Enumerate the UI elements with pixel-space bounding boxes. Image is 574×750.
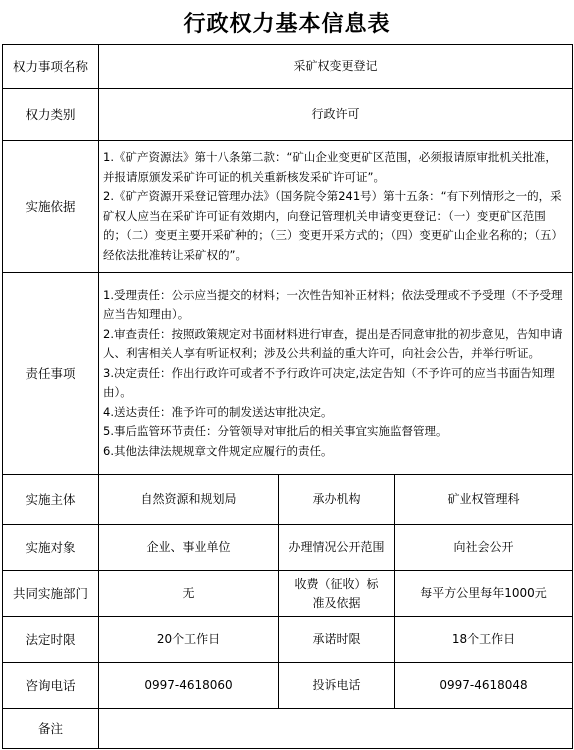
basis-text bbox=[99, 141, 573, 273]
duty-line: 3.决定责任：作出行政许可或者不予行政许可决定,法定告知（不予许可的应当书面告知理由）。 bbox=[103, 365, 555, 400]
duty-text bbox=[99, 273, 573, 475]
target-label: 实施对象 bbox=[3, 525, 99, 571]
duty-line: 2.审查责任：按照政策规定对书面材料进行审查，提出是否同意审批的初步意见，告知申请人、利害相关人享有听证权利；涉及公共利益的重大许可，向社会公告，并举行听证。 bbox=[103, 326, 563, 361]
row-name bbox=[3, 45, 573, 89]
row-remark bbox=[3, 709, 573, 749]
consult-label: 咨询电话 bbox=[3, 663, 99, 709]
row-phone bbox=[3, 663, 573, 709]
legal-limit-label: 法定时限 bbox=[3, 617, 99, 663]
fee-value: 每平方公里每年1000元 bbox=[395, 571, 573, 617]
category-label: 权力类别 bbox=[3, 89, 99, 141]
duty-line: 6.其他法律法规规章文件规定应履行的责任。 bbox=[103, 443, 333, 458]
row-joint bbox=[3, 571, 573, 617]
joint-label: 共同实施部门 bbox=[3, 571, 99, 617]
duty-line: 5.事后监管环节责任：分管领导对审批后的相关事宜实施监督管理。 bbox=[103, 424, 448, 439]
consult-value: 0997-4618060 bbox=[99, 663, 279, 709]
public-label: 办理情况公开范围 bbox=[279, 525, 395, 571]
remark-label: 备注 bbox=[3, 709, 99, 749]
page-title: 行政权力基本信息表 bbox=[183, 11, 391, 37]
row-category bbox=[3, 89, 573, 141]
basis-line: 1.《矿产资源法》第十八条第二款：“矿山企业变更矿区范围，必须报请原审批机关批准，并报请原颁发采矿许可证的机关重新核发采矿许可证”。 bbox=[103, 150, 557, 184]
basis-label: 实施依据 bbox=[3, 141, 99, 273]
row-target bbox=[3, 525, 573, 571]
row-subject bbox=[3, 475, 573, 525]
agency-label: 承办机构 bbox=[279, 475, 395, 525]
info-table bbox=[2, 44, 573, 749]
subject-label: 实施主体 bbox=[3, 475, 99, 525]
complaint-label: 投诉电话 bbox=[279, 663, 395, 709]
category-value: 行政许可 bbox=[99, 89, 573, 141]
joint-value: 无 bbox=[99, 571, 279, 617]
duty-label: 责任事项 bbox=[3, 273, 99, 475]
subject-value: 自然资源和规划局 bbox=[99, 475, 279, 525]
promise-limit-value: 18个工作日 bbox=[395, 617, 573, 663]
legal-limit-value: 20个工作日 bbox=[99, 617, 279, 663]
basis-line: 2.《矿产资源开采登记管理办法》（国务院令第241号）第十五条：“有下列情形之一的，采矿权人应当在采矿许可证有效期内，向登记管理机关申请变更登记：（一）变更矿区范围的；（二）变更主要开采矿种的；（三）变更开采方式的；（四）变更矿山企业名称的；（五）经依法批准转让采矿权的”。 bbox=[103, 189, 563, 262]
complaint-value: 0997-4618048 bbox=[395, 663, 573, 709]
duty-line: 1.受理责任：公示应当提交的材料；一次性告知补正材料；依法受理或不予受理（不予受理应当告知理由）。 bbox=[103, 287, 563, 322]
agency-value: 矿业权管理科 bbox=[395, 475, 573, 525]
row-duty bbox=[3, 273, 573, 475]
row-basis bbox=[3, 141, 573, 273]
fee-label: 收费（征收）标准及依据 bbox=[279, 571, 395, 617]
duty-line: 4.送达责任：准予许可的制发送达审批决定。 bbox=[103, 404, 333, 419]
promise-limit-label: 承诺时限 bbox=[279, 617, 395, 663]
row-time-limit bbox=[3, 617, 573, 663]
target-value: 企业、事业单位 bbox=[99, 525, 279, 571]
name-value: 采矿权变更登记 bbox=[99, 45, 573, 89]
public-value: 向社会公开 bbox=[395, 525, 573, 571]
remark-value bbox=[99, 709, 573, 749]
name-label: 权力事项名称 bbox=[3, 45, 99, 89]
